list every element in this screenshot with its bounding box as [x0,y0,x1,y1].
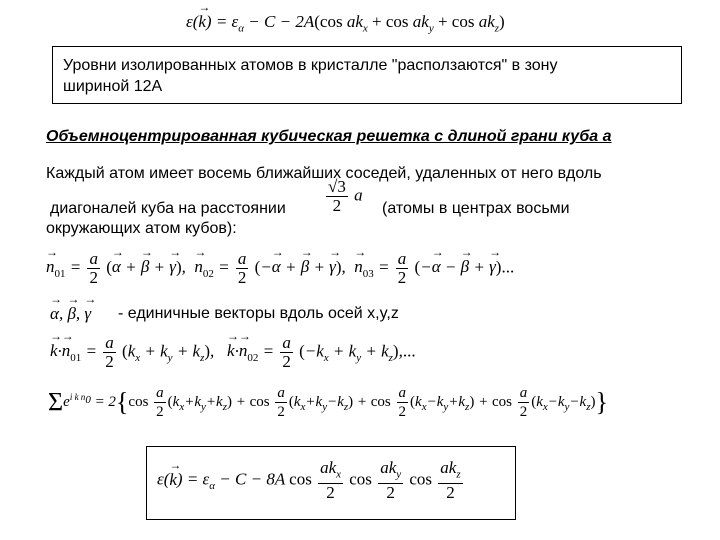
info-box [52,46,682,104]
info-box-line2: шириной 12A [63,78,163,95]
section-heading: Объемноцентрированная кубическая решетка с длиной грани куба a [46,128,612,145]
info-box-line1: Уровни изолированных атомов в кристалле "расползаются" в зону [63,57,558,74]
distance-formula: $\frac{√3}{2}$ a [328,177,363,215]
paragraph-line2b: (атомы в центрах восьми [382,200,570,217]
neighbor-vectors: → $n_{01}$ = $\frac{a}{2}$ (→ α + → β + → γ), → $n_{02}$ = $\frac{a}{2}$ (−→ α + → β + → γ), → $n_{03}$ = $\frac{a}{2}$ (−→ α − → β + → γ)... [46,250,514,287]
sum-formula: $\Sigma e^{i k n_0} = 2\{\cos$ $\frac{a}{2}$ $(k_x+k_y+k_z) + \cos$ $\frac{a}{2}$ $(k_x+k_y-k_z) + \cos$ $\frac{a}{2}$ $(k_x-k_y+k_z) + \cos$ $\frac{a}{2}$ $(k_x-k_y-k_z)$} [48,385,608,420]
result-box [146,446,516,520]
unit-vectors-text: - единичные векторы вдоль осей x,y,z [118,305,399,322]
paragraph-line2a: диагоналей куба на расстоянии [50,200,286,217]
paragraph-line1: Каждый атом имеет восемь ближайших соседей, удаленных от него вдоль [46,165,602,182]
paragraph-line3: окружающих атом кубов): [46,220,237,237]
unit-vectors-symbols: → α, → β, → γ [50,304,91,324]
result-formula: $\varepsilon(\to k) = \varepsilon_\alpha - C - 8A$ cos $\frac{ak_x}{2}$ cos $\frac{ak_y}{2}$ cos $\frac{ak_z}{2}$ [157,459,465,502]
dot-products: → $k\cdot\to n_{01}$ = $\frac{a}{2}$ $(k_x + k_y + k_z)$, → $k\cdot\to n_{02}$ = $\frac{a}{2}$ $(-k_x + k_y + k_z)$,... [50,334,416,371]
formula-top: $\varepsilon(\to k) = \varepsilon_\alpha - C - 2A(\cos$ $ak_x + \cos ak_y + \cos ak_z$) [186,12,505,34]
ellipsis-1: ... [501,257,515,277]
